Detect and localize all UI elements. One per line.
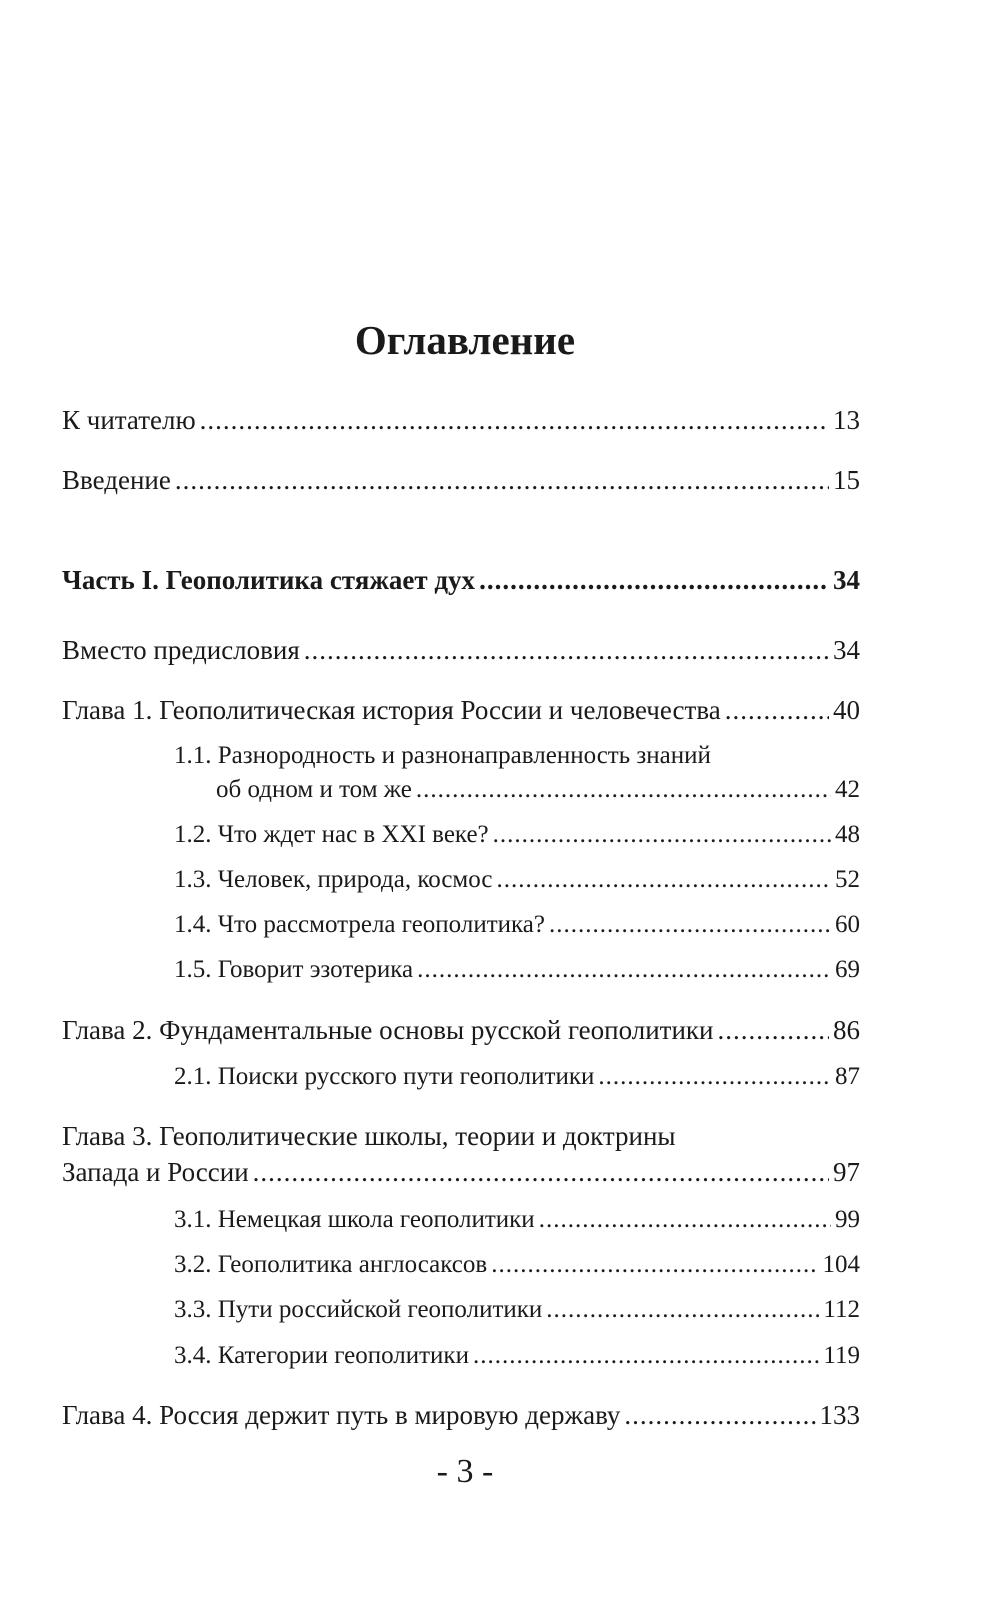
entry-page: 42	[835, 776, 860, 803]
leader-dots	[253, 1154, 829, 1190]
toc-entry-3-1[interactable]	[174, 1202, 860, 1238]
toc-entry-chapter-4[interactable]	[62, 1397, 860, 1433]
entry-page: 60	[835, 911, 860, 938]
entry-page: 112	[823, 1296, 860, 1323]
toc-entry-3-4[interactable]	[174, 1338, 860, 1374]
toc-entry-1-3[interactable]	[174, 862, 860, 898]
entry-page: 34	[833, 635, 860, 665]
toc-entry-introduction[interactable]	[62, 462, 860, 498]
entry-label: Вместо предисловия	[62, 635, 300, 665]
toc-entry-chapter-1[interactable]	[62, 692, 860, 728]
entry-page: 104	[822, 1251, 860, 1278]
toc-entry-part-1[interactable]	[62, 562, 860, 598]
entry-label: 1.2. Что ждет нас в XXI веке?	[174, 821, 489, 848]
entry-label: Глава 2. Фундаментальные основы русской геополитики	[62, 1015, 714, 1045]
toc-entry-2-1[interactable]	[174, 1059, 860, 1095]
entry-page: 99	[835, 1206, 860, 1233]
entry-label: Глава 4. Россия держит путь в мировую державу	[62, 1400, 621, 1430]
entry-label: 3.1. Немецкая школа геополитики	[174, 1206, 535, 1233]
toc-entry-1-2[interactable]	[174, 817, 860, 853]
entry-label: К читателю	[62, 405, 196, 435]
toc-entry-to-reader[interactable]	[62, 402, 860, 438]
leader-dots	[496, 862, 831, 898]
entry-page: 86	[833, 1015, 860, 1045]
entry-page: 52	[835, 866, 860, 893]
entry-label: 3.3. Пути российской геополитики	[174, 1296, 543, 1323]
entry-label: 2.1. Поиски русского пути геополитики	[174, 1063, 595, 1090]
entry-page: 133	[819, 1400, 860, 1430]
leader-dots	[416, 772, 831, 808]
leader-dots	[598, 1059, 831, 1095]
entry-page: 87	[835, 1063, 860, 1090]
entry-label: 3.4. Категории геополитики	[174, 1342, 469, 1369]
entry-page: 15	[833, 465, 860, 495]
entry-label: Часть I. Геополитика стяжает дух	[62, 565, 476, 595]
toc-entry-3-3[interactable]	[174, 1292, 860, 1328]
entry-page: 48	[835, 821, 860, 848]
entry-page: 119	[823, 1342, 860, 1369]
leader-dots	[717, 1012, 829, 1048]
leader-dots	[479, 562, 829, 598]
entry-label: Глава 1. Геополитическая история России и человечества	[62, 695, 721, 725]
leader-dots	[549, 907, 831, 943]
leader-dots	[200, 402, 829, 438]
leader-dots	[546, 1292, 819, 1328]
leader-dots	[493, 817, 831, 853]
entry-label: об одном и том же	[216, 776, 412, 803]
toc-entry-3-2[interactable]	[174, 1247, 860, 1283]
entry-page: 97	[833, 1157, 860, 1187]
entry-label: 3.2. Геополитика англосаксов	[174, 1251, 488, 1278]
toc-entry-1-5[interactable]	[174, 952, 860, 988]
toc-entry-1-4[interactable]	[174, 907, 860, 943]
entry-label: 1.3. Человек, природа, космос	[174, 866, 493, 893]
entry-label: 1.5. Говорит эзотерика	[174, 956, 414, 983]
leader-dots	[539, 1202, 831, 1238]
toc-entry-chapter-3[interactable]	[62, 1154, 860, 1190]
toc-entry-instead-of-preface[interactable]	[62, 632, 860, 668]
page-title: Оглавление	[354, 317, 576, 363]
entry-first-line: 1.1. Разнородность и разнонаправленность знаний	[174, 742, 711, 769]
leader-dots	[304, 632, 829, 668]
leader-dots	[473, 1338, 819, 1374]
entry-label: 1.4. Что рассмотрела геополитика?	[174, 911, 545, 938]
entry-label: Запада и России	[62, 1157, 249, 1187]
entry-label: Введение	[62, 465, 171, 495]
page-number: - 3 -	[436, 1453, 494, 1490]
leader-dots	[491, 1247, 818, 1283]
entry-page: 40	[833, 695, 860, 725]
toc-entry-chapter-2[interactable]	[62, 1012, 860, 1048]
entry-page: 34	[833, 565, 860, 595]
leader-dots	[175, 462, 829, 498]
entry-page: 69	[835, 956, 860, 983]
toc-entry-1-1[interactable]	[216, 772, 860, 808]
leader-dots	[725, 692, 829, 728]
entry-first-line: Глава 3. Геополитические школы, теории и доктрины	[62, 1121, 676, 1151]
entry-page: 13	[833, 405, 860, 435]
leader-dots	[417, 952, 831, 988]
leader-dots	[624, 1397, 815, 1433]
